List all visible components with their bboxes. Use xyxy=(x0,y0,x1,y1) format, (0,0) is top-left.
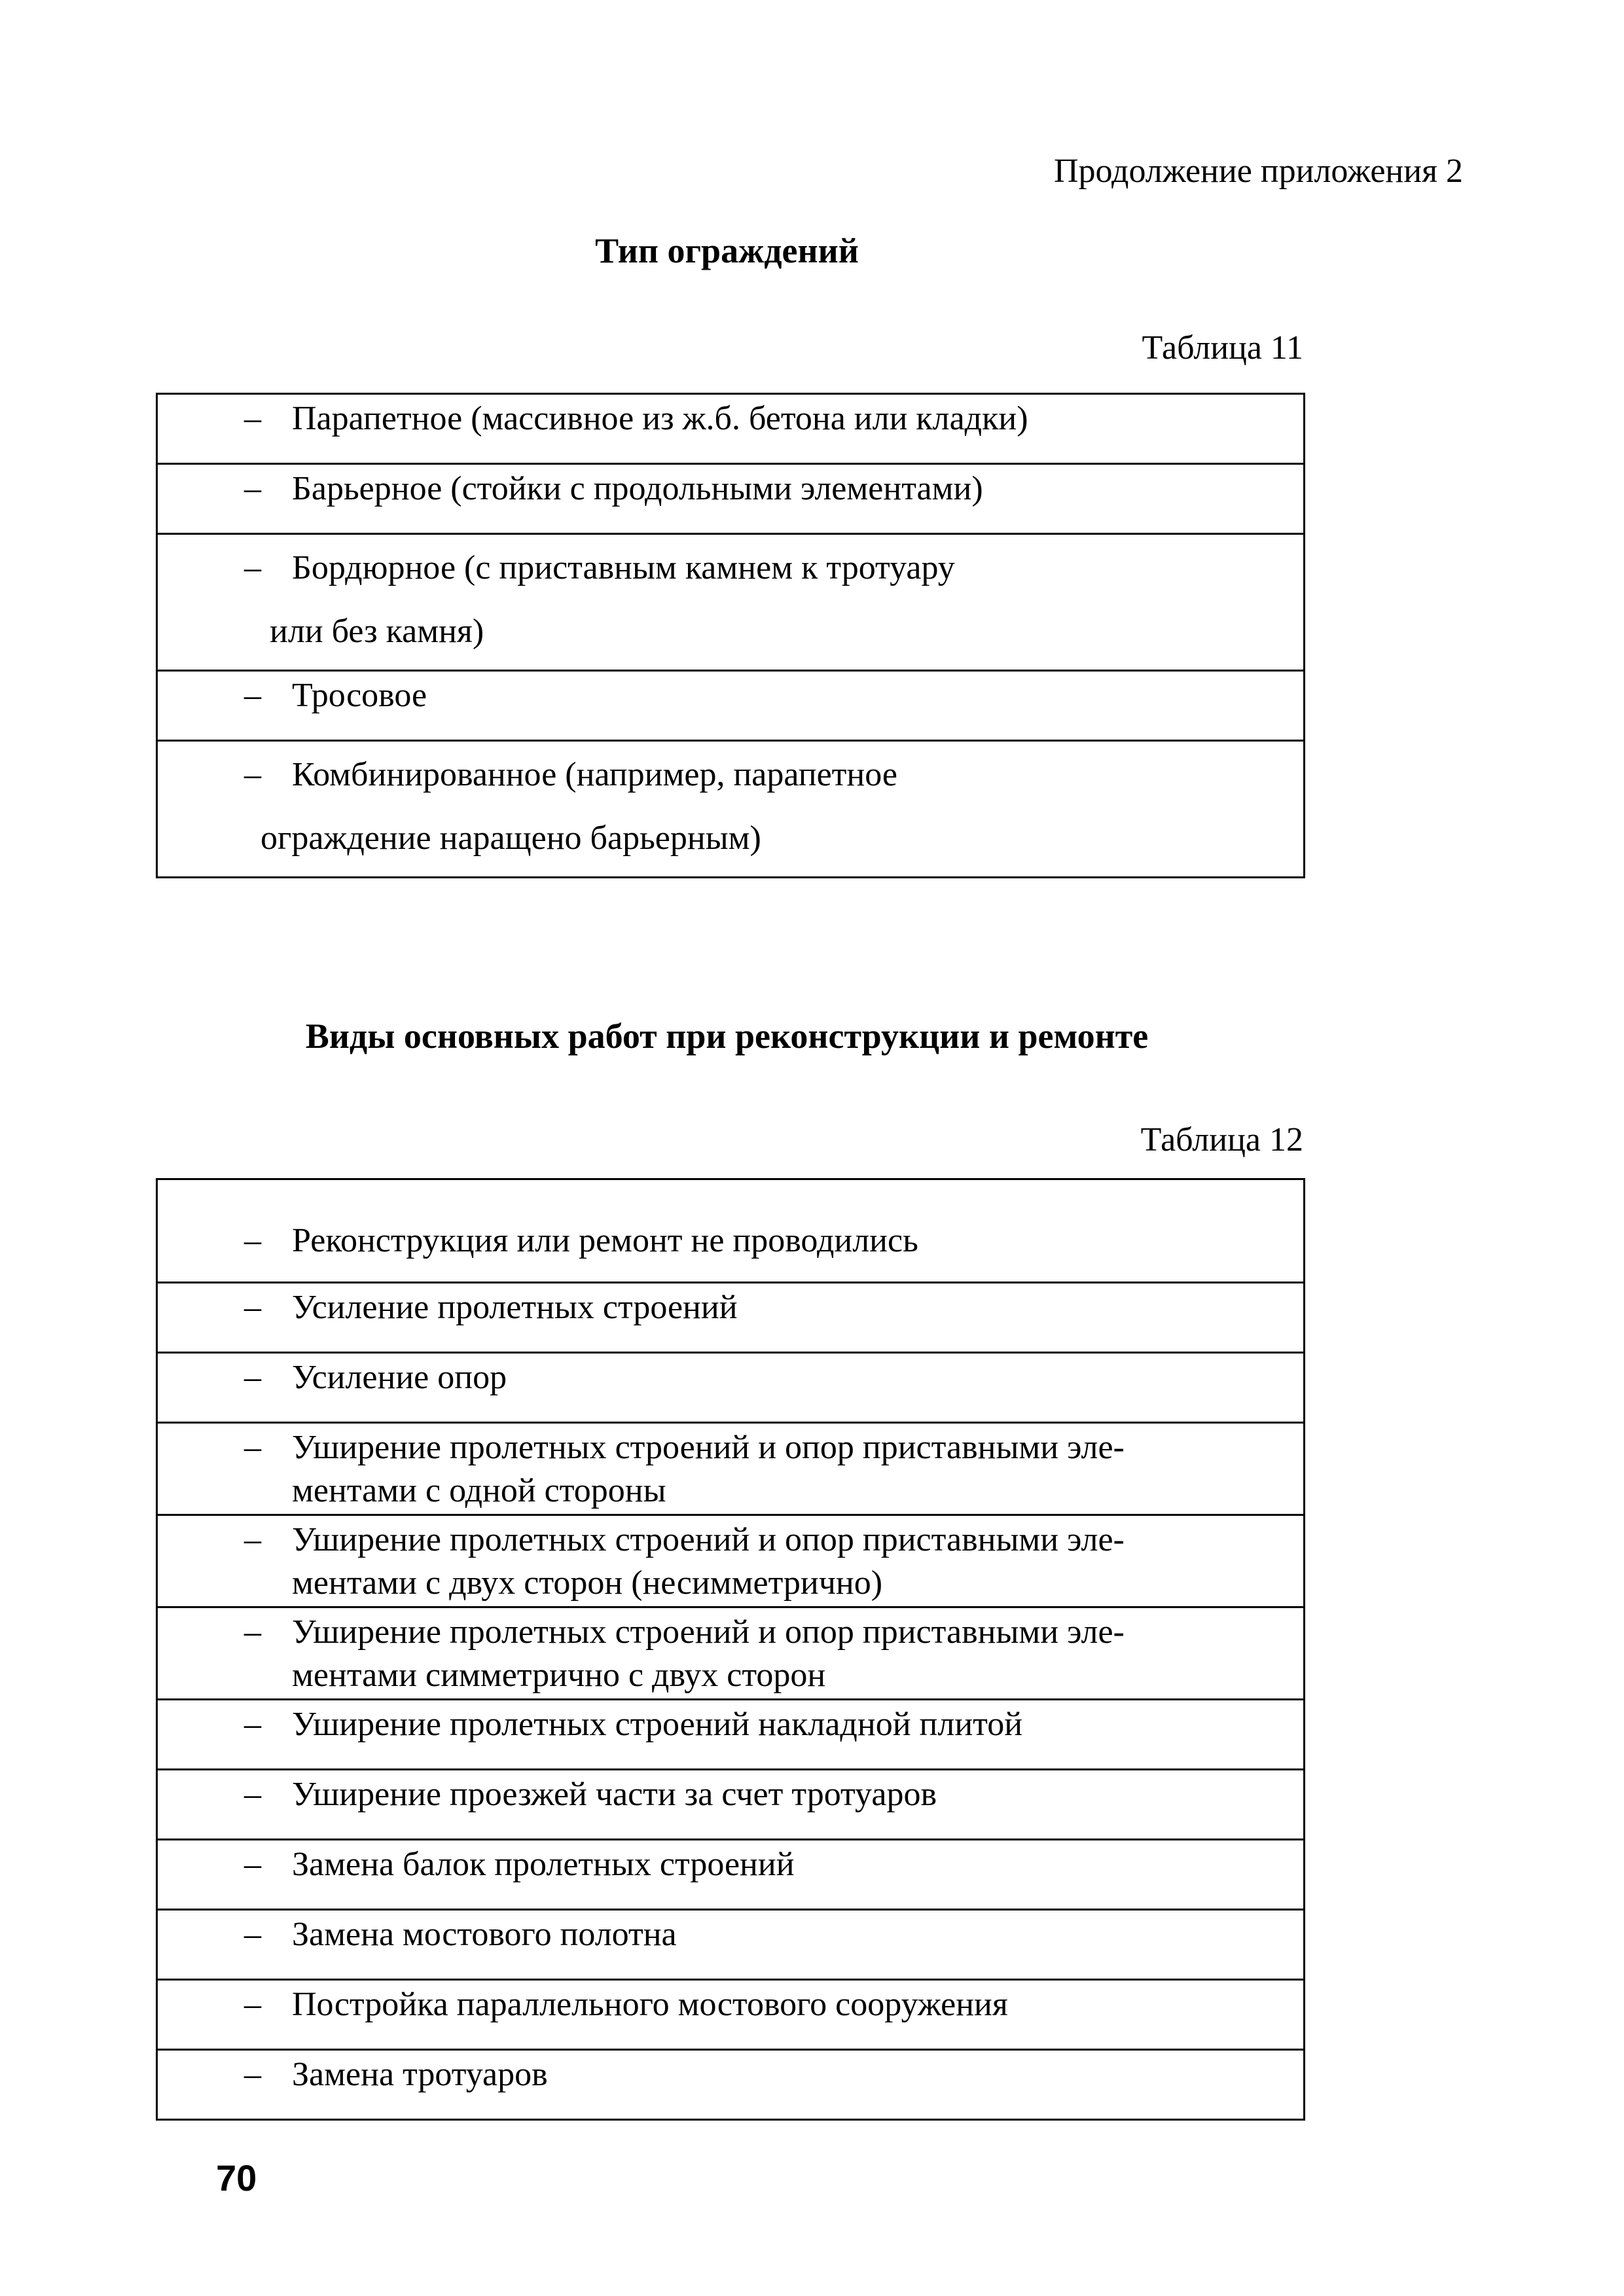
table-row xyxy=(157,1423,1305,1515)
row-text: Барьерное (стойки с продольными элементами) xyxy=(292,470,983,507)
table-cell xyxy=(157,1607,1305,1700)
table-cell xyxy=(157,1179,1305,1283)
list-dash: – xyxy=(244,1359,261,1396)
table-cell xyxy=(157,1700,1305,1770)
row-text: Усиление пролетных строений xyxy=(292,1289,738,1326)
row-text: Уширение проезжей части за счет тротуаров xyxy=(292,1776,937,1813)
row-text: Уширение пролетных строений и опор приставными эле- xyxy=(292,1521,1125,1558)
table-row xyxy=(157,1515,1305,1607)
row-text: Постройка параллельного мостового сооружения xyxy=(292,1986,1008,2023)
list-dash: – xyxy=(244,549,261,586)
table12-title: Виды основных работ при реконструкции и ремонте xyxy=(305,1016,1149,1056)
row-text-continued: ментами с одной стороны xyxy=(292,1472,666,1509)
table-cell xyxy=(157,1515,1305,1607)
row-text: Комбинированное (например, парапетное xyxy=(292,756,897,793)
table-cell xyxy=(157,671,1305,741)
row-text: Уширение пролетных строений и опор приставными эле- xyxy=(292,1613,1125,1651)
table-row xyxy=(157,394,1305,464)
table-11 xyxy=(156,393,1305,878)
list-dash: – xyxy=(244,1706,261,1743)
table-cell xyxy=(157,464,1305,534)
table-cell xyxy=(157,394,1305,464)
row-text: Парапетное (массивное из ж.б. бетона или кладки) xyxy=(292,400,1028,437)
list-dash: – xyxy=(244,677,261,714)
table-cell xyxy=(157,1910,1305,1980)
row-text-continued: или без камня) xyxy=(270,613,484,650)
table-cell xyxy=(157,1423,1305,1515)
list-dash: – xyxy=(244,400,261,437)
list-dash: – xyxy=(244,1776,261,1813)
table-12 xyxy=(156,1178,1305,2121)
list-dash: – xyxy=(244,1521,261,1558)
row-text: Замена балок пролетных строений xyxy=(292,1846,795,1883)
row-text: Замена тротуаров xyxy=(292,2056,548,2093)
table-cell xyxy=(157,1353,1305,1423)
table-cell xyxy=(157,534,1305,671)
row-text-continued: ментами с двух сторон (несимметрично) xyxy=(292,1564,883,1602)
table11-label: Таблица 11 xyxy=(1142,329,1303,367)
table-cell xyxy=(157,1283,1305,1353)
row-text: Тросовое xyxy=(292,677,427,714)
table-row xyxy=(157,1700,1305,1770)
row-text: Уширение пролетных строений и опор приставными эле- xyxy=(292,1429,1125,1466)
table-cell xyxy=(157,2050,1305,2120)
table-cell xyxy=(157,741,1305,878)
row-text: Бордюрное (с приставным камнем к тротуару xyxy=(292,549,955,586)
row-text-continued: ограждение наращено барьерным) xyxy=(261,819,761,857)
table-row xyxy=(157,1910,1305,1980)
table-row xyxy=(157,741,1305,878)
table11-title: Тип ограждений xyxy=(595,231,859,270)
list-dash: – xyxy=(244,1429,261,1466)
table-cell xyxy=(157,1770,1305,1840)
table-row xyxy=(157,464,1305,534)
table-row xyxy=(157,1283,1305,1353)
list-dash: – xyxy=(244,1986,261,2023)
list-dash: – xyxy=(244,1613,261,1651)
row-text: Усиление опор xyxy=(292,1359,507,1396)
list-dash: – xyxy=(244,1846,261,1883)
list-dash: – xyxy=(244,470,261,507)
table-row xyxy=(157,1353,1305,1423)
list-dash: – xyxy=(244,1289,261,1326)
row-text-continued: ментами симметрично с двух сторон xyxy=(292,1657,826,1694)
row-text: Уширение пролетных строений накладной плитой xyxy=(292,1706,1023,1743)
table-row xyxy=(157,1840,1305,1910)
row-text: Замена мостового полотна xyxy=(292,1916,677,1953)
table-cell xyxy=(157,1840,1305,1910)
table-row xyxy=(157,1980,1305,2050)
table-row xyxy=(157,534,1305,671)
table-row xyxy=(157,671,1305,741)
table-row xyxy=(157,1607,1305,1700)
list-dash: – xyxy=(244,1221,261,1259)
list-dash: – xyxy=(244,756,261,793)
table-cell xyxy=(157,1980,1305,2050)
list-dash: – xyxy=(244,2056,261,2093)
table-row xyxy=(157,2050,1305,2120)
row-text: Реконструкция или ремонт не проводились xyxy=(292,1221,918,1259)
table-row xyxy=(157,1179,1305,1283)
table-row xyxy=(157,1770,1305,1840)
page-number: 70 xyxy=(216,2157,257,2198)
table12-label: Таблица 12 xyxy=(1140,1121,1303,1158)
continuation-note: Продолжение приложения 2 xyxy=(1053,152,1463,190)
list-dash: – xyxy=(244,1916,261,1953)
